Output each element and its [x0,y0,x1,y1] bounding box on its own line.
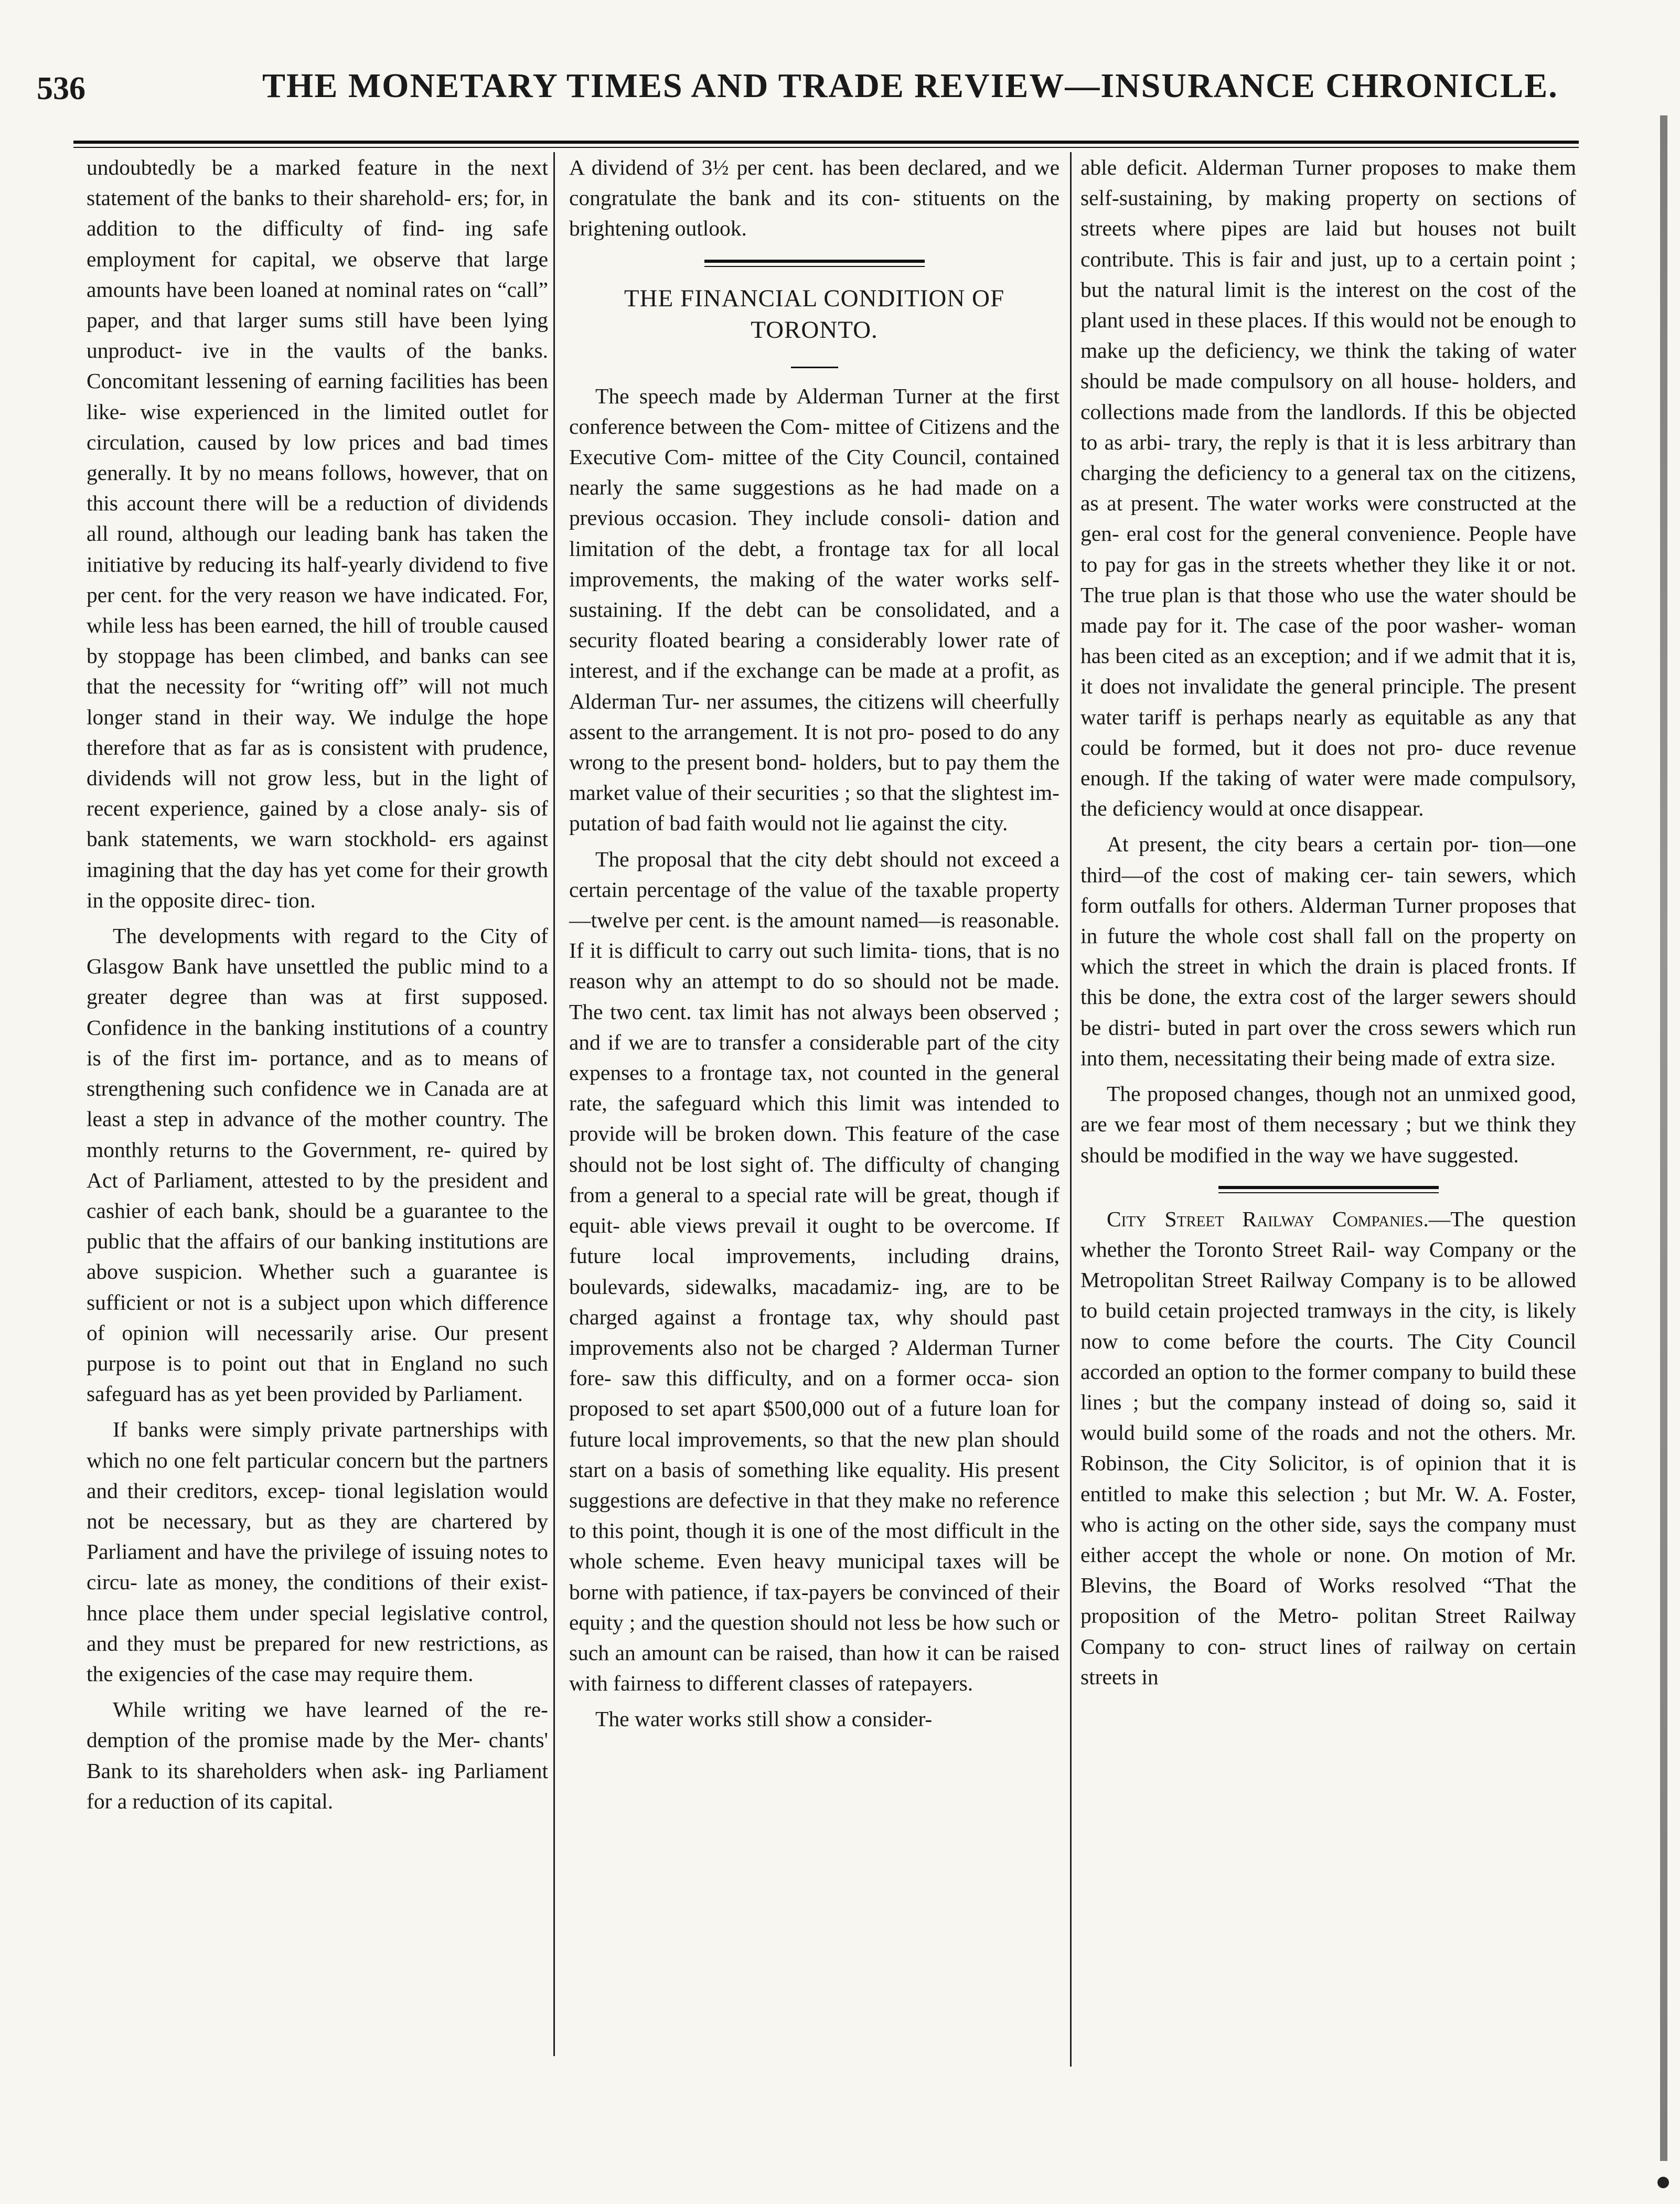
header-rule-thin [73,147,1579,148]
paragraph: The developments with regard to the City of Glasgow Bank have unsettled the public mind to a greater degree than was at first supposed. Confidence in the banking institutions of a country is of the first im- portance, and as to means of strengthening such confidence we in Canada are at least a step in advance of the mother country. The monthly returns to the Government, re- quired by Act of Parliament, attested to by the president and cashier of each bank, should be a guarantee to the public that the affairs of our banking institutions are above suspicion. Whether such a guarantee is sufficient or not is a subject upon which difference of opinion will necessarily arise. Our present purpose is to point out that in England no such safeguard has as yet been provided by Parliament. [87,924,548,1406]
dividend-note: A dividend of 3½ per cent. has been declared, and we congratulate the bank and its con- stituents on the brightening outlook. [569,155,1060,241]
paragraph: At present, the city bears a certain por- tion—one third—of the cost of making cer- tain sewers, which form outfalls for others. Alderman Turner proposes that in future the whole cost shall fall on the property on which the street in which the drain is placed fronts. If this be done, the extra cost of the larger sewers should be distri- buted in part over the cross sewers which run into them, necessitating their being made of extra size. [1080,832,1576,1070]
article-title: THE FINANCIAL CONDITION OF TORONTO. [624,284,1005,344]
paragraph: undoubtedly be a marked feature in the next statement of the banks to their sharehold- ers; for, in addition to the difficulty of find- ing safe employment for capital, we observe that large amounts have been loaned at nominal rates on “call” paper, and that larger sums still have been lying unproduct- ive in the vaults of the banks. Concomitant lessening of earning facilities has been like- wise experienced in the limited outlet for circulation, caused by low prices and bad times generally. It by no means follows, however, that on this account there will be a reduction of dividends all round, although our leading bank has taken the initiative by reducing its half-yearly dividend to five per cent. for the very reason we have indicated. For, while less has been earned, the hill of trouble caused by stoppage has been climbed, and banks can see that the necessity for “writing off” will not much longer stand in their way. We indulge the hope therefore that as far as is consistent with prudence, dividends will not grow less, but in the light of recent experience, gained by a close analy- sis of bank statements, we warn stockhold- ers against imagining that the day has yet come for their growth in the opposite direc- tion. [87,155,548,912]
title-rule [791,367,838,368]
railway-paragraph [1080,1204,1576,1692]
column-2 [559,152,1070,1740]
paragraph: The proposal that the city debt should not exceed a certain percentage of the value of the taxable property—twelve per cent. is the amount named—is reasonable. If it is difficult to carry out such limita- tions, that is no reason why an attempt to do so should not be made. The two cent. tax limit has not always been observed ; and if we are to transfer a considerable part of the city expenses to a frontage tax, not counted in the general rate, the safeguard which this limit was intended to provide will be broken down. This feature of the case should not be lost sight of. The difficulty of changing from a general to a special rate will be great, though if equit- able views prevail it ought to be overcome. If future local improvements, including drains, boulevards, sidewalks, macadamiz- ing, are to be charged against a frontage tax, why should past improvements also not be charged ? Alderman Turner fore- saw this difficulty, and on a former occa- sion proposed to set apart $500,000 out of a future loan for future local improvements, so that the new plan should start on a basis of something like equality. His present suggestions are defective in that they make no reference to this point, though it is one of the most difficult in the whole scheme. Even heavy municipal taxes will be borne with patience, if tax-payers be convinced of their equity ; and the question should not less be how such or such an amount can be raised, than how it can be raised with fairness to different classes of ratepayers. [569,847,1060,1696]
paragraph: The speech made by Alderman Turner at the first conference between the Com- mittee of Citizens and the Executive Com- mittee of the City Council, contained nearly the same suggestions as he had made on a previous occasion. They include consoli- dation and limitation of the debt, a frontage tax for all local improvements, the making of the water works self-sustaining. If the debt can be consolidated, and a security floated bearing a considerably lower rate of interest, and if the exchange can be made at a profit, as Alderman Tur- ner assumes, the citizens will cheerfully assent to the arrangement. It is not pro- posed to do any wrong to the present bond- holders, but to pay them the market value of their securities ; so that the slightest im- putation of bad faith would not lie against the city. [569,383,1060,836]
page-number: 536 [37,71,85,106]
paragraph: able deficit. Alderman Turner proposes to make them self-sustaining, by making property on sections of streets where pipes are laid but houses not built contribute. This is fair and just, up to a certain point ; but the natural limit is the interest on the cost of the plant used in these places. If this would not be enough to make up the deficiency, we think the taking of water should be made compulsory on all house- holders, and collections made from the landlords. If this be objected to as arbi- trary, the reply is that it is less arbitrary than charging the deficiency to a general tax on the citizens, as at present. The water works were constructed at the gen- eral cost for the general convenience. People have to pay for gas in the streets whether they like it or not. The true plan is that those who use the water should be made pay for it. The case of the poor washer- woman has been cited as an exception; and if we admit that it is, it does not invalidate the general principle. The present water tariff is perhaps nearly as equitable as any that could be formed, but it does not pro- duce revenue enough. If the taking of water were made compulsory, the deficiency would at once disappear. [1080,155,1576,821]
scan-edge-mark [1660,115,1667,2161]
paragraph: The proposed changes, though not an unmixed good, are we fear most of them necessary ; but we think they should be modified in the way we have suggested. [1080,1082,1576,1167]
column-1 [76,152,559,1822]
paragraph: If banks were simply private partnerships with which no one felt particular concern but the partners and their creditors, excep- tional legislation would not be necessary, but as they are chartered by Parliament and have the privilege of issuing notes to circu- late as money, the conditions of their exist- hnce place them under special legislative control, and they must be prepared for new restrictions, as the exigencies of the case may require them. [87,1417,548,1686]
railway-text: —The question whether the Toronto Street Rail- way Company or the Metropolitan Street Railway Company is to be allowed to build cetain projected tramways in the city, is likely now to come before the courts. The City Council accorded an option to the former company to build these lines ; but the company instead of doing so, said it would build some of the roads and not the others. Mr. Robinson, the City Solicitor, is of opinion that it is entitled to make this selection ; but Mr. W. A. Foster, who is acting on the other side, says the company must either accept the whole or none. On motion of Mr. Blevins, the Board of Works resolved “That the proposition of the Metro- politan Street Railway Company to con- struct lines of railway on certain streets in [1080,1206,1576,1689]
header-rule [73,141,1579,144]
scan-dot-mark [1657,2177,1669,2188]
masthead-title: THE MONETARY TIMES AND TRADE REVIEW—INSURANCE CHRONICLE. [262,67,1558,105]
paragraph: The water works still show a consider- [595,1707,933,1731]
paragraph: While writing we have learned of the re- demption of the promise made by the Mer- chants' Bank to its shareholders when ask- ing Parliament for a reduction of its capital. [87,1697,548,1813]
section-separator [704,260,925,267]
page-header [37,66,1558,124]
railway-heading: City Street Railway Companies. [1107,1206,1429,1231]
column-3 [1070,152,1587,1697]
section-separator [1218,1186,1439,1193]
